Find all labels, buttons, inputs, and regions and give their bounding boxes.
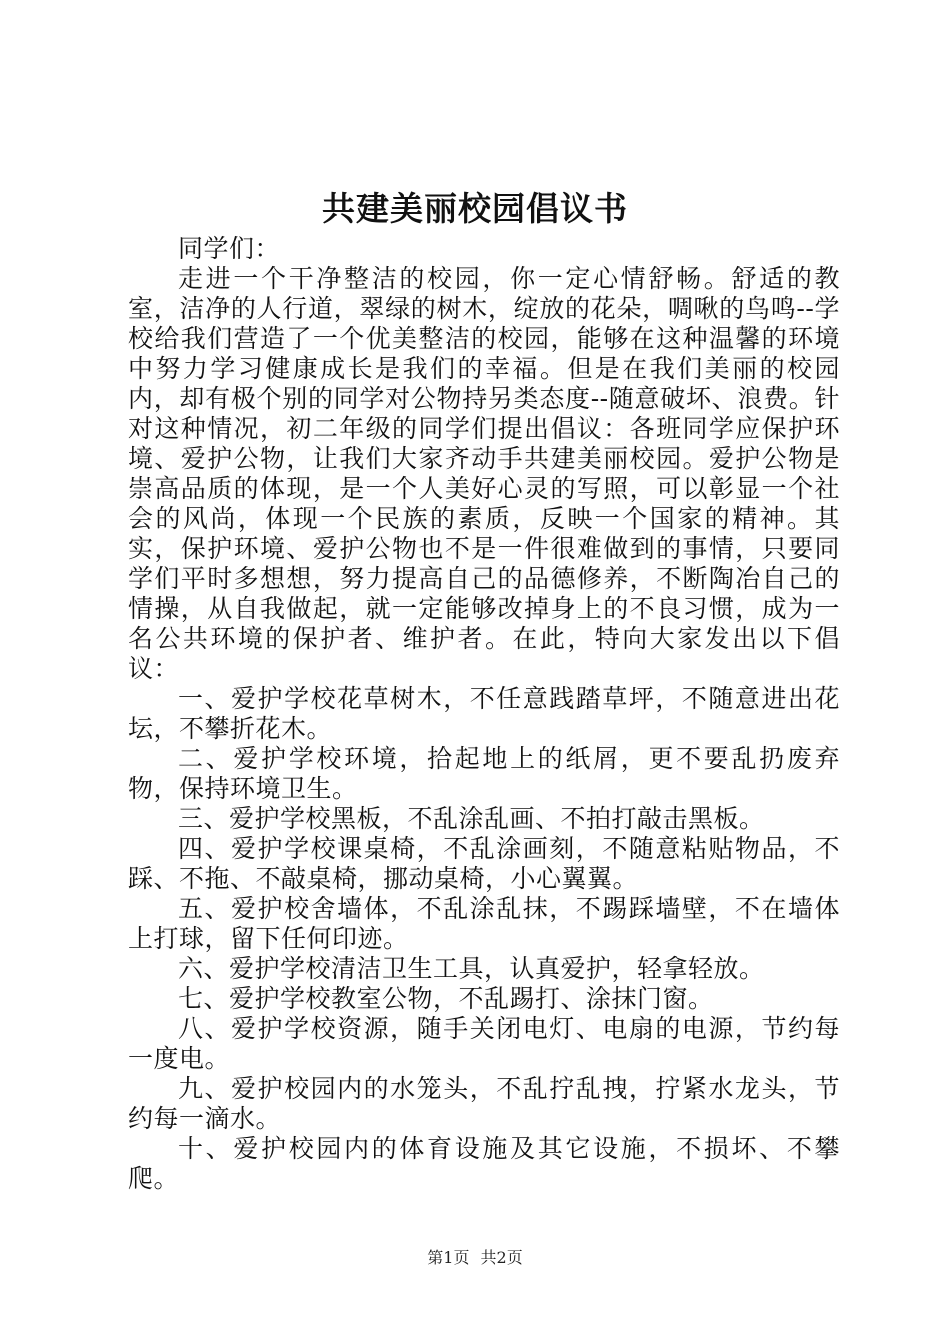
document-body xyxy=(128,234,840,1194)
page-footer xyxy=(0,1248,950,1268)
intro-paragraph: 走进一个干净整洁的校园，你一定心情舒畅。舒适的教室，洁净的人行道，翠绿的树木，绽放的花朵，啁啾的鸟鸣--学校给我们营造了一个优美整洁的校园，能够在这种温馨的环境中努力学习健康成长是我们的幸福。但是在我们美丽的校园内，却有极个别的同学对公物持另类态度--随意破坏、浪费。针对这种情况，初二年级的同学们提出倡议：各班同学应保护环境、爱护公物，让我们大家齐动手共建美丽校园。爱护公物是崇高品质的体现，是一个人美好心灵的写照，可以彰显一个社会的风尚，体现一个民族的素质，反映一个国家的精神。其实，保护环境、爱护公物也不是一件很难做到的事情，只要同学们平时多想想，努力提高自己的品德修养，不断陶冶自己的情操，从自我做起，就一定能够改掉身上的不良习惯，成为一名公共环境的保护者、维护者。在此，特向大家发出以下倡议： xyxy=(128,264,840,683)
proposal-item: 四、爱护学校课桌椅，不乱涂画刻，不随意粘贴物品，不踩、不拖、不敲桌椅，挪动桌椅，小心翼翼。 xyxy=(128,834,840,893)
proposal-item: 五、爱护校舍墙体，不乱涂乱抹，不踢踩墙壁，不在墙体上打球，留下任何印迹。 xyxy=(128,894,840,953)
proposal-item: 三、爱护学校黑板，不乱涂乱画、不拍打敲击黑板。 xyxy=(178,804,765,833)
proposal-item: 六、爱护学校清洁卫生工具，认真爱护，轻拿轻放。 xyxy=(178,954,765,983)
proposal-item: 二、爱护学校环境，拾起地上的纸屑，更不要乱扔废弃物，保持环境卫生。 xyxy=(128,744,840,803)
proposal-item: 一、爱护学校花草树木，不任意践踏草坪，不随意进出花坛，不攀折花木。 xyxy=(128,684,840,743)
document-title: 共建美丽校园倡议书 xyxy=(322,189,628,228)
page-number-current: 第1页 xyxy=(427,1248,470,1267)
proposal-item: 十、爱护校园内的体育设施及其它设施，不损坏、不攀爬。 xyxy=(128,1134,840,1193)
page-number-total: 共2页 xyxy=(480,1248,523,1267)
proposal-item: 七、爱护学校教室公物，不乱踢打、涂抹门窗。 xyxy=(178,984,714,1013)
proposal-item: 八、爱护学校资源，随手关闭电灯、电扇的电源，节约每一度电。 xyxy=(128,1014,840,1073)
greeting: 同学们： xyxy=(178,234,281,263)
proposal-item: 九、爱护校园内的水笼头，不乱拧乱拽，拧紧水龙头，节约每一滴水。 xyxy=(128,1074,840,1133)
